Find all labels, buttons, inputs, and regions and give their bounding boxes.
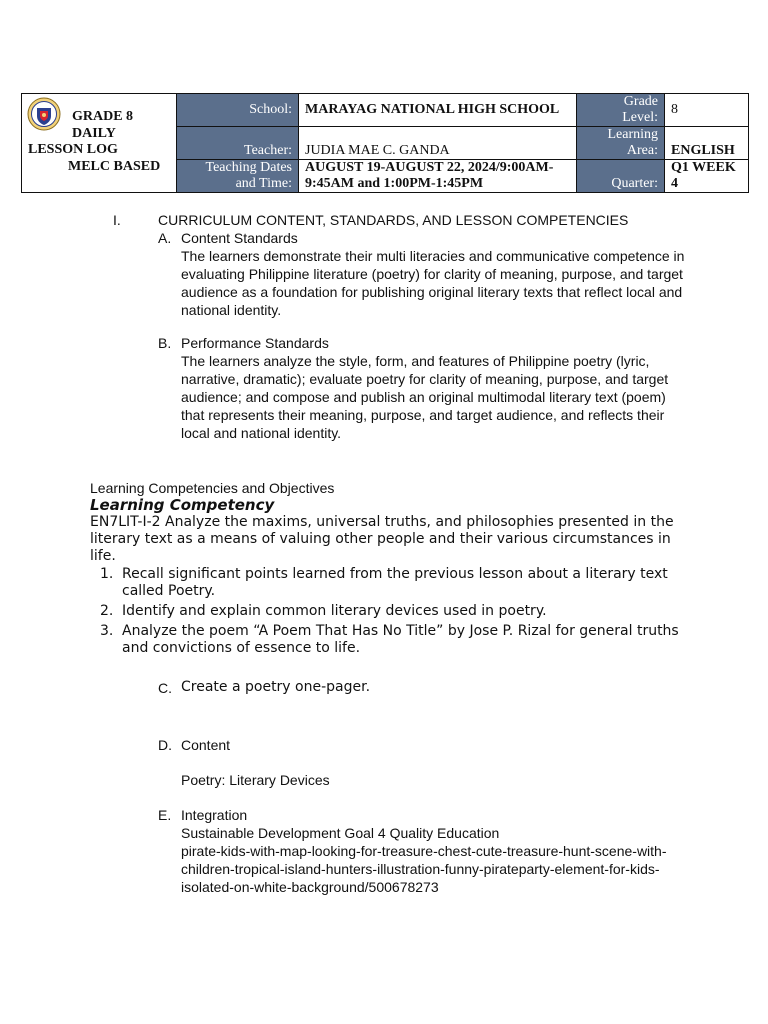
competency-line: EN7LIT-I-2 Analyze the maxims, universal truths, and philosophies presented in the [90,514,674,530]
competency-code-text [90,514,730,565]
grade-level-label [577,94,665,127]
performance-standards-line: narrative, dramatic); evaluate poetry for clarity of meaning, purpose, and target [181,371,669,387]
dates-label-line1: Teaching Dates [205,160,292,175]
objective-item [122,566,732,600]
item-e-line: children-tropical-island-hunters-illustration-funny-pirateparty-element-for-kids- [181,861,660,877]
performance-standards-text [181,352,741,442]
objective-line: Recall significant points learned from the previous lesson about a literary text [122,566,668,582]
item-e-line: Sustainable Development Goal 4 Quality Education [181,825,500,841]
learning-area-label-line2: Area: [626,143,658,158]
quarter-value-line1: Q1 WEEK [671,160,736,175]
header-logo-cell [22,94,177,193]
melc-label: MELC BASED [68,158,161,174]
competency-subheading: Learning Competency [90,496,275,514]
item-d-title: Content [181,737,231,753]
quarter-value [665,160,749,193]
competency-line: life. [90,548,116,564]
grade-level-label-line2: Level: [622,110,658,125]
teacher-label: Teacher: [177,127,299,160]
section-numeral: I. [113,212,121,228]
performance-standards-line: The learners analyze the style, form, and features of Philippine poetry (lyric, [181,353,650,369]
item-c-letter: C. [158,680,172,696]
content-standards-line: audience as a foundation for publishing original literary texts that reflect local and [181,284,683,300]
competencies-heading: Learning Competencies and Objectives [90,480,335,496]
item-d-detail: Poetry: Literary Devices [181,772,330,788]
objective-number: 2. [100,603,114,619]
dates-value-line1: AUGUST 19-AUGUST 22, 2024/9:00AM- [305,160,554,175]
objective-item [122,603,732,620]
item-e-line: isolated-on-white-background/500678273 [181,879,439,895]
competency-line: literary text as a means of valuing other people and their various circumstances in [90,531,671,547]
item-e-letter: E. [158,807,172,823]
learning-area-label [577,127,665,160]
content-standards-text [181,247,741,319]
item-d-letter: D. [158,737,172,753]
objective-line: Identify and explain common literary devices used in poetry. [122,603,547,619]
objective-number: 3. [100,623,114,639]
objective-line: Analyze the poem “A Poem That Has No Title” by Jose P. Rizal for general truths [122,623,679,639]
lesson-log-label: LESSON LOG [28,142,118,157]
school-label: School: [177,94,299,127]
content-standards-letter: A. [158,230,172,246]
grade-level-label-line1: Grade [623,94,658,109]
objective-number: 1. [100,566,114,582]
dates-value-line2: 9:45AM and 1:00PM-1:45PM [305,176,484,191]
dates-value [299,160,577,193]
learning-area-label-line1: Learning [607,127,658,142]
quarter-label: Quarter: [577,160,665,193]
grade-level-value: 8 [665,94,749,127]
content-standards-line: The learners demonstrate their multi literacies and communicative competence in [181,248,685,264]
teacher-value: JUDIA MAE C. GANDA [299,127,577,160]
daily-label: DAILY [72,125,116,141]
learning-area-value: ENGLISH [665,127,749,160]
section-title: CURRICULUM CONTENT, STANDARDS, AND LESSON COMPETENCIES [158,212,629,228]
school-value: MARAYAG NATIONAL HIGH SCHOOL [299,94,577,127]
header-table [21,93,749,193]
objective-line: and convictions of essence to life. [122,640,361,656]
objective-line: called Poetry. [122,583,216,599]
dates-label [177,160,299,193]
performance-standards-letter: B. [158,335,172,351]
grade-label: GRADE 8 [72,109,134,124]
performance-standards-line: audience; and compose and publish an original multimodal literary text (poem) [181,389,666,405]
objective-item [122,623,732,657]
item-c-text: Create a poetry one-pager. [181,679,371,695]
performance-standards-line: that represents their meaning, purpose, and target audience, and reflects their [181,407,665,423]
quarter-value-line2: 4 [671,176,678,191]
performance-standards-title: Performance Standards [181,335,329,351]
item-e-line: pirate-kids-with-map-looking-for-treasure-chest-cute-treasure-hunt-scene-with- [181,843,667,859]
dates-label-line2: and Time: [235,176,292,191]
item-e-title: Integration [181,807,248,823]
content-standards-title: Content Standards [181,230,298,246]
content-standards-line: evaluating Philippine literature (poetry) for clarity of meaning, purpose, and target [181,266,683,282]
content-standards-line: national identity. [181,302,282,318]
item-e-text [181,824,741,896]
performance-standards-line: local and national identity. [181,425,342,441]
